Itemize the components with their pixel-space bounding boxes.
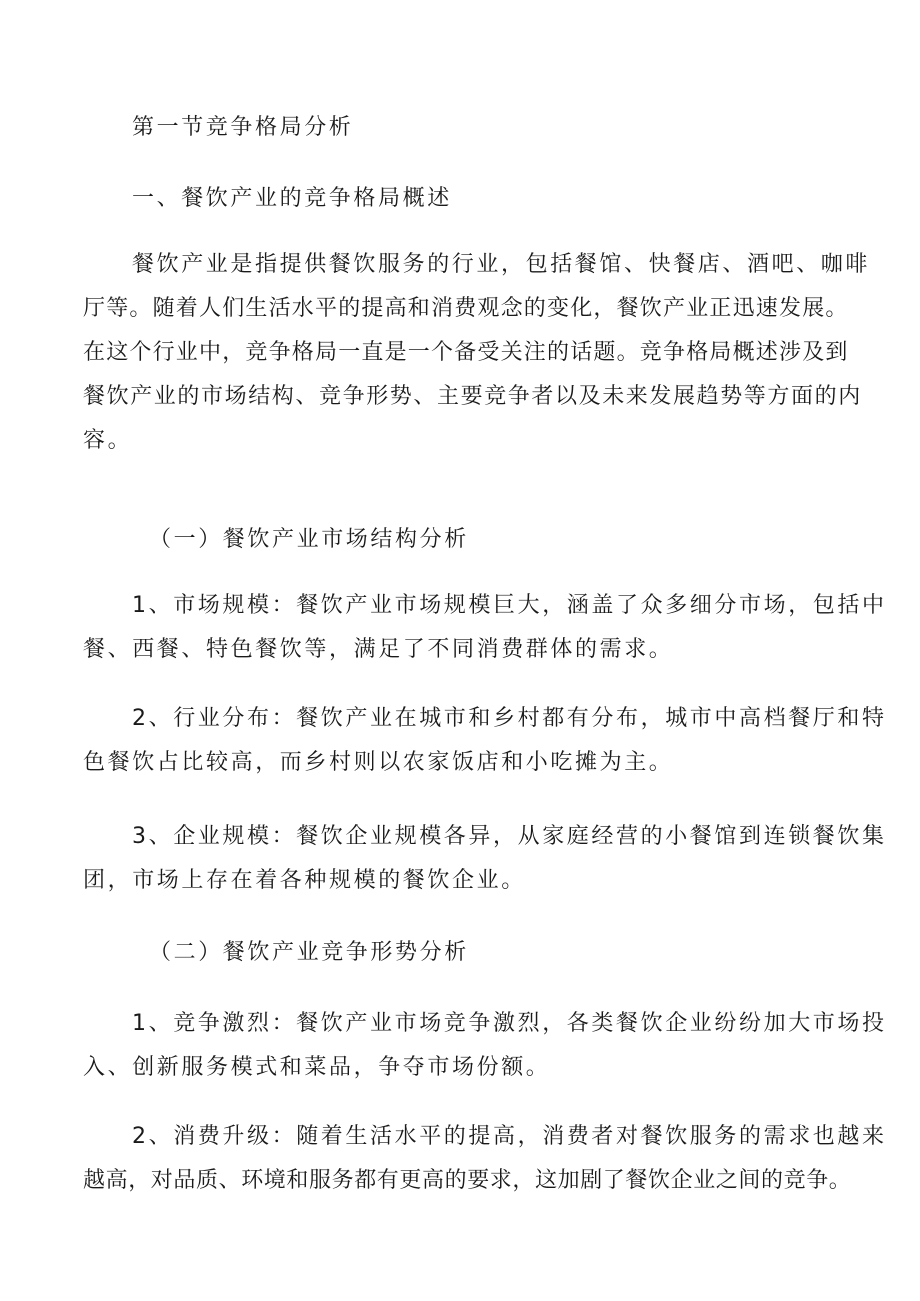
text-line: （一）餐饮产业市场结构分析 [149,527,469,552]
structure-item-1 [83,584,887,672]
subheading-2 [83,931,843,975]
text-line: 餐饮产业的市场结构、竞争形势、主要竞争者以及未来发展趋势等方面的内 [83,384,862,409]
text-line: 越高，对品质、环境和服务都有更高的要求，这加剧了餐饮企业之间的竞争。 [83,1168,852,1193]
text-line: 餐、西餐、特色餐饮等，满足了不同消费群体的需求。 [83,637,674,662]
heading-1 [83,177,843,221]
intro-paragraph [83,243,871,463]
text-line: 一、餐饮产业的竞争格局概述 [132,186,452,211]
text-line: 1、竞争激烈：餐饮产业市场竞争激烈，各类餐饮企业纷纷加大市场投 [132,1011,887,1036]
structure-item-3 [83,815,887,903]
text-line: （二）餐饮产业竞争形势分析 [149,940,469,965]
text-line: 在这个行业中，竞争格局一直是一个备受关注的话题。竞争格局概述涉及到 [83,340,849,365]
text-line: 3、企业规模：餐饮企业规模各异，从家庭经营的小餐馆到连锁餐饮集 [132,824,887,849]
subheading-1 [83,518,843,562]
text-line: 色餐饮占比较高，而乡村则以农家饭店和小吃摊为主。 [83,750,674,775]
text-line: 入、创新服务模式和菜品，争夺市场份额。 [83,1055,551,1080]
text-line: 容。 [83,428,133,453]
section-title [83,106,843,150]
text-line: 第一节竞争格局分析 [132,115,354,140]
competition-item-2 [83,1115,887,1203]
text-line: 2、消费升级：随着生活水平的提高，消费者对餐饮服务的需求也越来 [132,1124,887,1149]
text-line: 1、市场规模：餐饮产业市场规模巨大，涵盖了众多细分市场，包括中 [132,593,887,618]
text-line: 餐饮产业是指提供餐饮服务的行业，包括餐馆、快餐店、酒吧、咖啡 [132,252,871,277]
text-line: 团，市场上存在着各种规模的餐饮企业。 [83,868,526,893]
text-line: 厅等。随着人们生活水平的提高和消费观念的变化，餐饮产业正迅速发展。 [83,296,849,321]
structure-item-2 [83,697,887,785]
text-line: 2、行业分布：餐饮产业在城市和乡村都有分布，城市中高档餐厅和特 [132,706,887,731]
competition-item-1 [83,1002,887,1090]
